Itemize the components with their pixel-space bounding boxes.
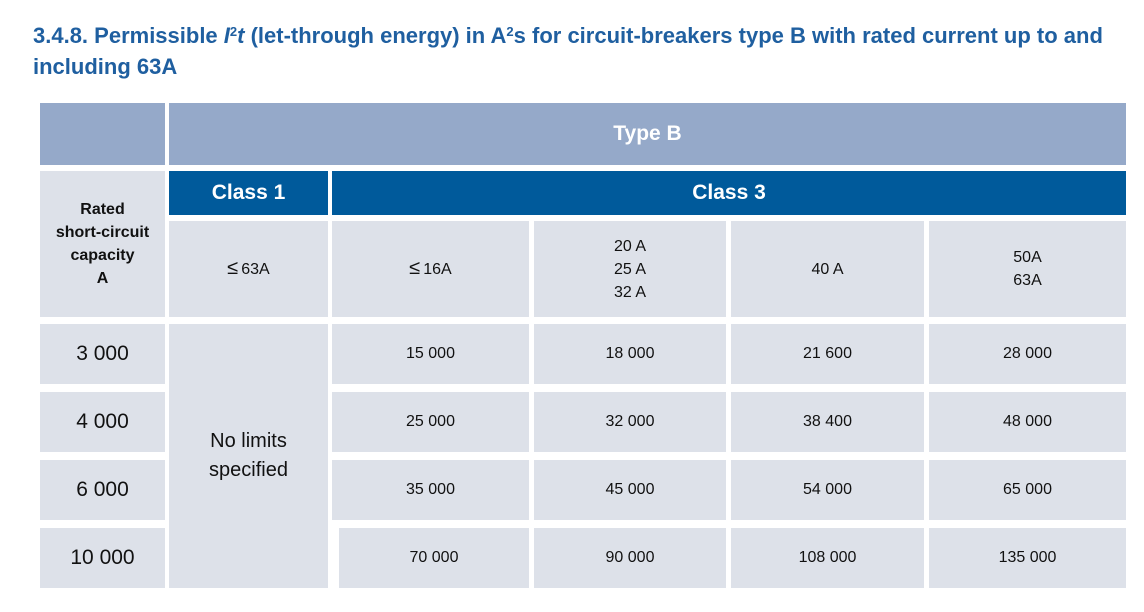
table-cell: 48 000	[929, 392, 1126, 452]
table-cell: 18 000	[534, 324, 726, 384]
row-capacity-label: 3 000	[40, 324, 165, 384]
table-cell: 35 000	[332, 460, 529, 520]
table-cell: 15 000	[332, 324, 529, 384]
row-capacity-label: 10 000	[40, 528, 165, 588]
no-limits-cell: No limits specified	[169, 324, 328, 588]
table-cell: 25 000	[332, 392, 529, 452]
row-capacity-label: 4 000	[40, 392, 165, 452]
table-cell: 21 600	[731, 324, 924, 384]
subheader-class3-40a: 40 A	[731, 221, 924, 317]
subheader-class3-20-32a: 20 A 25 A 32 A	[534, 221, 726, 317]
table-cell: 90 000	[534, 528, 726, 588]
table-cell: 28 000	[929, 324, 1126, 384]
table-cell: 54 000	[731, 460, 924, 520]
subheader-class1-63a: ≤ 63A	[169, 221, 328, 317]
table-cell: 45 000	[534, 460, 726, 520]
table-cell: 135 000	[929, 528, 1126, 588]
class3-header: Class 3	[332, 171, 1126, 215]
table-cell: 32 000	[534, 392, 726, 452]
subheader-class3-16a: ≤ 16A	[332, 221, 529, 317]
corner-header-cell	[40, 103, 165, 165]
subheader-class3-50-63a: 50A 63A	[929, 221, 1126, 317]
section-title: 3.4.8. Permissible $I^2t$ (let-through energy) in $A^2s$ for circuit-breakers type B with rated current up to and including 63A	[33, 23, 1103, 79]
type-b-header: Type B	[169, 103, 1126, 165]
row-capacity-label: 6 000	[40, 460, 165, 520]
table-cell: 108 000	[731, 528, 924, 588]
table-cell: 65 000	[929, 460, 1126, 520]
table-cell: 70 000	[339, 528, 529, 588]
table-cell: 38 400	[731, 392, 924, 452]
capacity-header: Rated short-circuit capacity A	[40, 171, 165, 317]
class1-header: Class 1	[169, 171, 328, 215]
